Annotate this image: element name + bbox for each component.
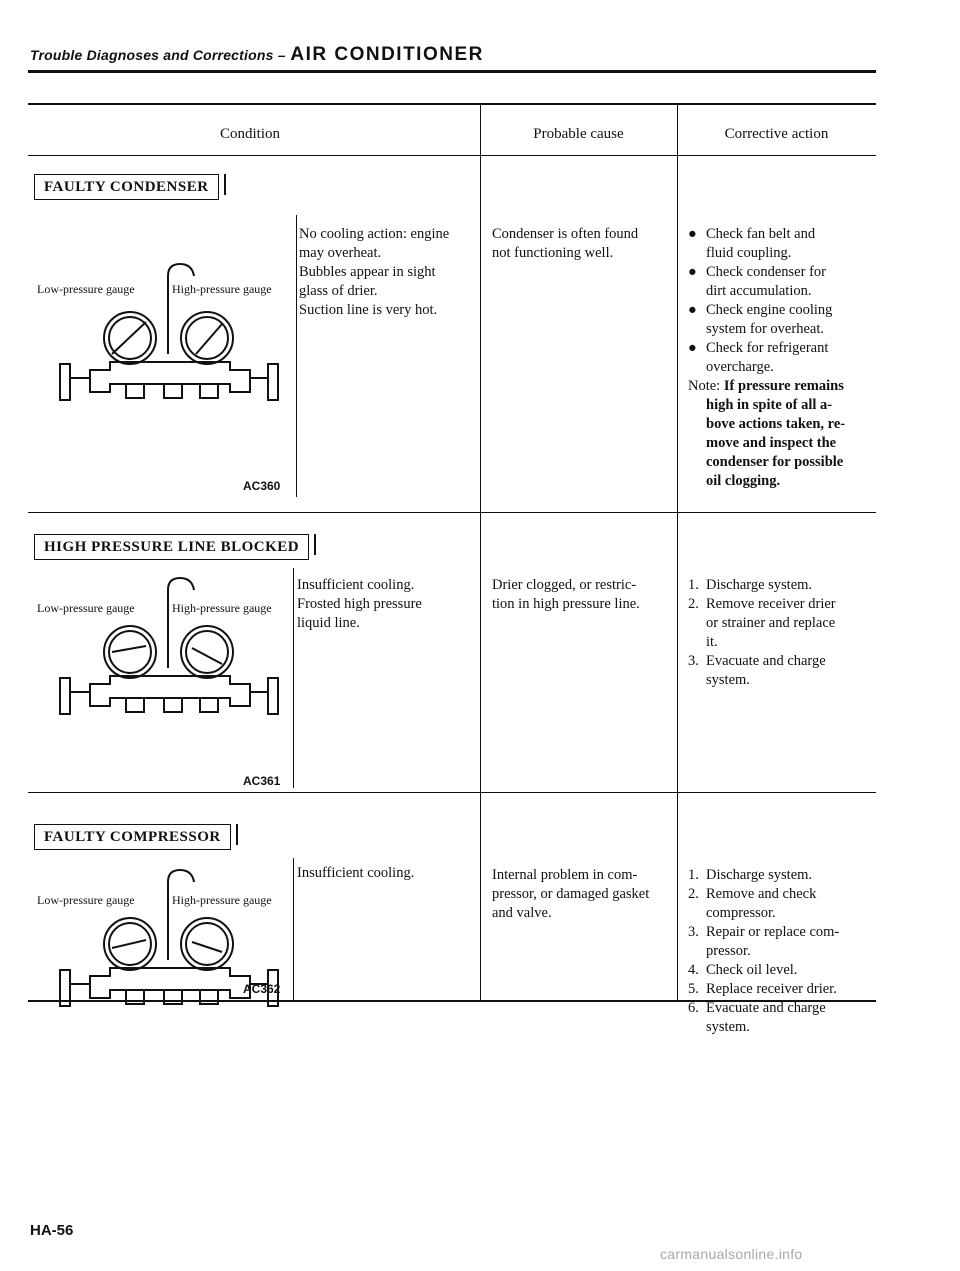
step-number: 2. — [688, 886, 699, 902]
manifold-gauge-figure — [50, 864, 290, 1044]
note-line: condenser for possible — [706, 454, 844, 470]
figure-divider — [296, 215, 297, 497]
action-item — [688, 999, 866, 1037]
high-pressure-gauge-label: High-pressure gauge — [172, 893, 272, 907]
action-line: Remove receiver drier — [706, 596, 836, 612]
header-rule — [28, 70, 876, 73]
action-line: Check oil level. — [706, 962, 798, 978]
action-line: Check fan belt and — [706, 226, 816, 242]
action-line: Remove and check — [706, 886, 817, 902]
note-label: Note: — [688, 378, 721, 394]
action-line: Check for refrigerant — [706, 340, 829, 356]
note-block — [688, 377, 866, 491]
section-title-faulty-compressor: FAULTY COMPRESSOR — [34, 824, 231, 850]
bullet-marker: ● — [688, 340, 697, 356]
manifold-gauge-figure — [50, 258, 290, 438]
cause-line: pressor, or damaged gasket — [492, 886, 650, 902]
section-title-high-pressure-line-blocked: HIGH PRESSURE LINE BLOCKED — [34, 534, 309, 560]
action-line: Check engine cooling — [706, 302, 833, 318]
column-divider — [480, 103, 481, 1001]
cause-line: tion in high pressure line. — [492, 596, 640, 612]
cause-text — [492, 576, 674, 614]
header-title: AIR CONDITIONER — [290, 44, 484, 65]
watermark: carmanualsonline.info — [660, 1246, 803, 1262]
low-pressure-gauge-label: Low-pressure gauge — [37, 601, 135, 615]
running-header — [30, 44, 484, 66]
action-item — [688, 923, 866, 961]
note-line: move and inspect the — [706, 435, 837, 451]
corrective-action-list — [688, 866, 866, 1037]
page-number: HA-56 — [30, 1222, 74, 1239]
condition-line: Insufficient cooling. — [297, 577, 415, 593]
condition-text — [297, 576, 477, 633]
action-item — [688, 263, 866, 301]
cause-text — [492, 866, 674, 923]
action-item — [688, 595, 866, 652]
cause-line: and valve. — [492, 905, 552, 921]
condition-line: Suction line is very hot. — [299, 302, 438, 318]
section-title-faulty-condenser: FAULTY CONDENSER — [34, 174, 219, 200]
action-item — [688, 301, 866, 339]
step-number: 1. — [688, 867, 699, 883]
table-top-rule — [28, 103, 876, 105]
header-subtitle: Trouble Diagnoses and Corrections – — [30, 47, 286, 63]
high-pressure-gauge-label: High-pressure gauge — [172, 601, 272, 615]
action-line: Evacuate and charge — [706, 1000, 826, 1016]
manifold-gauge-figure — [50, 572, 290, 752]
low-pressure-gauge-label: Low-pressure gauge — [37, 893, 135, 907]
action-line: Replace receiver drier. — [706, 981, 837, 997]
high-pressure-gauge-label: High-pressure gauge — [172, 282, 272, 296]
action-item — [688, 980, 866, 999]
figure-code: AC362 — [243, 982, 281, 996]
cause-text — [492, 225, 672, 263]
action-line: Check condenser for — [706, 264, 826, 280]
cause-line: Condenser is often found — [492, 226, 639, 242]
action-line: Repair or replace com- — [706, 924, 840, 940]
action-item — [688, 866, 866, 885]
corrective-action-list — [688, 225, 866, 491]
step-number: 5. — [688, 981, 699, 997]
cause-line: Internal problem in com- — [492, 867, 638, 883]
step-number: 4. — [688, 962, 699, 978]
figure-code: AC361 — [243, 774, 281, 788]
condition-text — [299, 225, 477, 320]
step-number: 3. — [688, 653, 699, 669]
condition-text — [297, 864, 477, 883]
condition-line: Insufficient cooling. — [297, 865, 415, 881]
row-divider — [28, 512, 876, 513]
low-pressure-gauge-label: Low-pressure gauge — [37, 282, 135, 296]
action-line: system. — [706, 1019, 750, 1035]
action-line: fluid coupling. — [706, 245, 792, 261]
column-divider — [677, 103, 678, 1001]
action-line: system. — [706, 672, 750, 688]
condition-line: No cooling action: engine — [299, 226, 450, 242]
figure-code: AC360 — [243, 479, 281, 493]
step-number: 6. — [688, 1000, 699, 1016]
action-line: compressor. — [706, 905, 776, 921]
action-item — [688, 652, 866, 690]
note-line: If pressure remains — [723, 378, 844, 394]
cause-line: not functioning well. — [492, 245, 614, 261]
step-number: 3. — [688, 924, 699, 940]
column-header-action: Corrective action — [724, 126, 829, 142]
note-line: high in spite of all a- — [706, 397, 833, 413]
cause-line: Drier clogged, or restric- — [492, 577, 637, 593]
action-item — [688, 961, 866, 980]
action-item — [688, 339, 866, 377]
action-item — [688, 576, 866, 595]
condition-line: glass of drier. — [299, 283, 378, 299]
action-item — [688, 885, 866, 923]
action-line: Discharge system. — [706, 867, 813, 883]
column-header-cause: Probable cause — [533, 126, 624, 142]
action-line: pressor. — [706, 943, 751, 959]
note-line: oil clogging. — [706, 473, 781, 489]
column-header-condition: Condition — [219, 126, 280, 142]
corrective-action-list — [688, 576, 866, 690]
bullet-marker: ● — [688, 264, 697, 280]
bullet-marker: ● — [688, 302, 697, 318]
action-line: dirt accumulation. — [706, 283, 812, 299]
condition-line: Bubbles appear in sight — [299, 264, 436, 280]
action-line: system for overheat. — [706, 321, 824, 337]
action-line: it. — [706, 634, 718, 650]
step-number: 2. — [688, 596, 699, 612]
action-line: Evacuate and charge — [706, 653, 826, 669]
action-item — [688, 225, 866, 263]
row-divider — [28, 792, 876, 793]
figure-divider — [293, 858, 294, 1000]
table-header-rule — [28, 155, 876, 156]
figure-divider — [293, 568, 294, 788]
action-line: or strainer and replace — [706, 615, 836, 631]
condition-line: liquid line. — [297, 615, 360, 631]
action-line: overcharge. — [706, 359, 774, 375]
condition-line: Frosted high pressure — [297, 596, 422, 612]
note-line: bove actions taken, re- — [706, 416, 846, 432]
step-number: 1. — [688, 577, 699, 593]
condition-line: may overheat. — [299, 245, 382, 261]
bullet-marker: ● — [688, 226, 697, 242]
action-line: Discharge system. — [706, 577, 813, 593]
